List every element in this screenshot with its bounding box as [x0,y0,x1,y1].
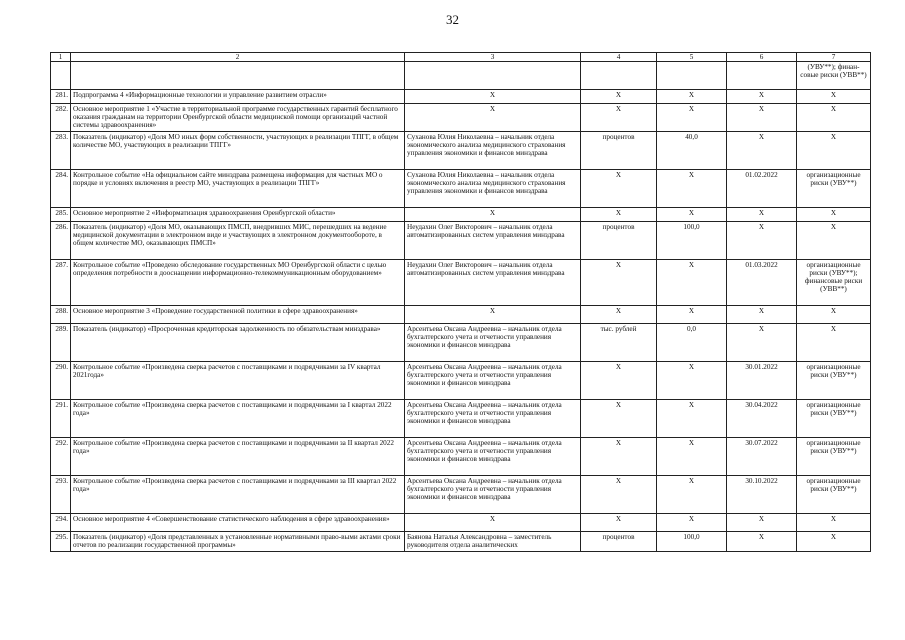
table-row [51,476,871,514]
risk-cell: X [797,306,871,324]
risk-cell: организационные риски (УВУ**) [797,362,871,400]
row-number: 293. [51,476,71,514]
risk-cell: организационные риски (УВУ**) [797,476,871,514]
value-cell: 100,0 [657,532,727,552]
unit-cell: тыс. рублей [581,324,657,362]
cell [727,62,797,90]
responsible-cell: Суханова Юлия Николаевна – начальник отдела экономического анализа медицинского страхования управления экономики и финансов минздрава [405,170,581,208]
description-cell: Контрольное событие «Произведена сверка расчетов с поставщиками и подрядчиками за III квартал 2022 года» [71,476,405,514]
risk-cell: организационные риски (УВУ**) [797,438,871,476]
table-row [51,438,871,476]
unit-cell: процентов [581,132,657,170]
responsible-cell: X [405,208,581,222]
risk-cell: X [797,90,871,104]
table-row [51,532,871,552]
risk-cell: (УВУ**); финан-совые риски (УВВ**) [797,62,871,90]
date-cell: X [727,306,797,324]
table-row [51,324,871,362]
value-cell: X [657,362,727,400]
risk-cell: организационные риски (УВУ**); финансовые риски (УВВ**) [797,260,871,306]
date-cell: X [727,104,797,132]
responsible-cell: Неудахин Олег Викторович – начальник отдела автоматизированных систем управления минздрава [405,222,581,260]
table-row [51,260,871,306]
cell [51,62,71,90]
responsible-cell: Арсентьева Оксана Андреевна – начальник отдела бухгалтерского учета и отчетности управления экономики и финансов минздрава [405,438,581,476]
responsible-cell: Баянова Наталья Александровна – заместитель руководителя отдела аналитических [405,532,581,552]
table-row [51,90,871,104]
description-cell: Показатель (индикатор) «Доля представленных в установленные нормативными право-выми актами сроки отчетов по реализации государственной программы» [71,532,405,552]
responsible-cell: X [405,306,581,324]
value-cell: X [657,170,727,208]
date-cell: 30.10.2022 [727,476,797,514]
cell [71,62,405,90]
risk-cell: X [797,514,871,532]
column-number: 3 [405,53,581,62]
column-number: 2 [71,53,405,62]
risk-cell: X [797,208,871,222]
table-row [51,170,871,208]
description-cell: Контрольное событие «Произведена сверка расчетов с поставщиками и подрядчиками за IV квартал 2021года» [71,362,405,400]
table-row [51,132,871,170]
unit-cell: X [581,306,657,324]
unit-cell: X [581,90,657,104]
unit-cell: X [581,438,657,476]
page-number: 32 [446,12,459,27]
risk-cell: организационные риски (УВУ**) [797,400,871,438]
unit-cell: X [581,476,657,514]
unit-cell: X [581,362,657,400]
plan-table [50,52,871,552]
row-number: 287. [51,260,71,306]
value-cell: X [657,438,727,476]
table-row [51,306,871,324]
column-number: 7 [797,53,871,62]
continuation-row [51,62,871,90]
row-number: 288. [51,306,71,324]
row-number: 295. [51,532,71,552]
description-cell: Основное мероприятие 2 «Информатизация здравоохранения Оренбургской области» [71,208,405,222]
risk-cell: X [797,104,871,132]
responsible-cell: X [405,514,581,532]
date-cell: X [727,90,797,104]
responsible-cell: Суханова Юлия Николаевна – начальник отдела экономического анализа медицинского страхования управления экономики и финансов минздрава [405,132,581,170]
description-cell: Контрольное событие «Произведена сверка расчетов с поставщиками и подрядчиками за I квартал 2022 года» [71,400,405,438]
risk-cell: X [797,132,871,170]
row-number: 281. [51,90,71,104]
row-number: 291. [51,400,71,438]
date-cell: X [727,132,797,170]
description-cell: Основное мероприятие 4 «Совершенствование статистического наблюдения в сфере здравоохранения» [71,514,405,532]
risk-cell: X [797,324,871,362]
date-cell: 30.04.2022 [727,400,797,438]
risk-cell: организационные риски (УВУ**) [797,170,871,208]
description-cell: Контрольное событие «На официальном сайте минздрава размещена информация для частных МО о порядке и условиях включения в реестр МО, участвующих в реализации ТПГГ» [71,170,405,208]
table-row [51,104,871,132]
value-cell: 0,0 [657,324,727,362]
date-cell: 30.01.2022 [727,362,797,400]
row-number: 285. [51,208,71,222]
value-cell: X [657,90,727,104]
column-number: 1 [51,53,71,62]
value-cell: 40,0 [657,132,727,170]
row-number: 282. [51,104,71,132]
unit-cell: X [581,514,657,532]
row-number: 292. [51,438,71,476]
value-cell: X [657,514,727,532]
description-cell: Показатель (индикатор) «Просроченная кредиторская задолженность по обязательствам минздрава» [71,324,405,362]
description-cell: Показатель (индикатор) «Доля МО, оказывающих ПМСП, внедривших МИС, перешедших на ведение медицинской документации в электронном виде и участвующих в электронном документообороте, в общем количестве МО, оказывающих ПМСП» [71,222,405,260]
risk-cell: X [797,532,871,552]
date-cell: 30.07.2022 [727,438,797,476]
description-cell: Подпрограмма 4 «Информационные технологии и управление развитием отрасли» [71,90,405,104]
unit-cell: X [581,170,657,208]
value-cell: X [657,306,727,324]
table-row [51,222,871,260]
column-number: 4 [581,53,657,62]
row-number: 284. [51,170,71,208]
responsible-cell: Неудахин Олег Викторович – начальник отдела автоматизированных систем управления минздрава [405,260,581,306]
row-number: 283. [51,132,71,170]
responsible-cell: X [405,90,581,104]
cell [405,62,581,90]
date-cell: X [727,514,797,532]
table-row [51,362,871,400]
risk-cell: X [797,222,871,260]
unit-cell: X [581,104,657,132]
column-number: 6 [727,53,797,62]
unit-cell: X [581,400,657,438]
description-cell: Основное мероприятие 1 «Участие в территориальной программе государственных гарантий бесплатного оказания гражданам на территории Оренбургской области медицинской помощи организаций частной системы здравоохранения» [71,104,405,132]
cell [657,62,727,90]
value-cell: X [657,208,727,222]
responsible-cell: Арсентьева Оксана Андреевна – начальник отдела бухгалтерского учета и отчетности управления экономики и финансов минздрава [405,476,581,514]
unit-cell: процентов [581,222,657,260]
column-number-row [51,53,871,62]
date-cell: X [727,532,797,552]
table-row [51,514,871,532]
value-cell: X [657,476,727,514]
responsible-cell: Арсентьева Оксана Андреевна – начальник отдела бухгалтерского учета и отчетности управления экономики и финансов минздрава [405,362,581,400]
value-cell: X [657,260,727,306]
description-cell: Контрольное событие «Произведена сверка расчетов с поставщиками и подрядчиками за II квартал 2022 года» [71,438,405,476]
responsible-cell: X [405,104,581,132]
table-row [51,208,871,222]
value-cell: X [657,104,727,132]
date-cell: X [727,324,797,362]
date-cell: X [727,222,797,260]
row-number: 289. [51,324,71,362]
date-cell: 01.02.2022 [727,170,797,208]
description-cell: Контрольное событие «Проведено обследование государственных МО Оренбургской области с целью определения потребности в дооснащении информационно-телекоммуникационным оборудованием» [71,260,405,306]
description-cell: Основное мероприятие 3 «Проведение государственной политики в сфере здравоохранения» [71,306,405,324]
value-cell: 100,0 [657,222,727,260]
date-cell: X [727,208,797,222]
responsible-cell: Арсентьева Оксана Андреевна – начальник отдела бухгалтерского учета и отчетности управления экономики и финансов минздрава [405,400,581,438]
row-number: 286. [51,222,71,260]
table-row [51,400,871,438]
cell [581,62,657,90]
row-number: 290. [51,362,71,400]
unit-cell: процентов [581,532,657,552]
description-cell: Показатель (индикатор) «Доля МО иных форм собственности, участвующих в реализации ТПГГ, в общем количестве МО, участвующих в реализации ТПГГ» [71,132,405,170]
unit-cell: X [581,260,657,306]
date-cell: 01.03.2022 [727,260,797,306]
responsible-cell: Арсентьева Оксана Андреевна – начальник отдела бухгалтерского учета и отчетности управления экономики и финансов минздрава [405,324,581,362]
column-number: 5 [657,53,727,62]
value-cell: X [657,400,727,438]
unit-cell: X [581,208,657,222]
row-number: 294. [51,514,71,532]
